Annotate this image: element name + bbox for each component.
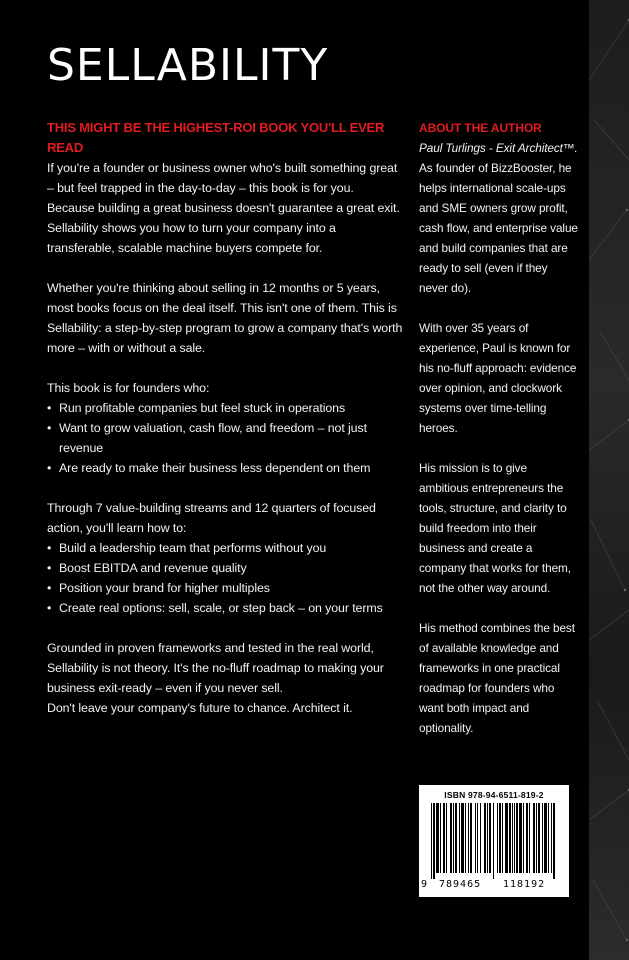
- barcode-bar: [516, 803, 518, 873]
- learn-list: [47, 538, 403, 618]
- list-item: • Want to grow valuation, cash flow, and freedom – not just revenue: [47, 418, 403, 458]
- author-bio-2: With over 35 years of experience, Paul is known for his no-fluff approach: evidence over opinion, and clockwork systems over time-telling heroes.: [419, 321, 577, 435]
- author-bio-3: His mission is to give ambitious entrepreneurs the tools, structure, and clarity to build freedom into their business and create a company that works for them, not the other way around.: [419, 461, 571, 595]
- barcode-bar: [536, 803, 537, 873]
- barcode-bar: [497, 803, 498, 873]
- barcode-bar: [514, 803, 515, 873]
- list-item: • Create real options: sell, scale, or step back – on your terms: [47, 598, 403, 618]
- barcode-bar: [538, 803, 540, 873]
- barcode-bar: [553, 803, 555, 879]
- barcode-bar: [526, 803, 528, 873]
- book-title: SELLABILITY: [47, 40, 329, 91]
- barcode-bar: [487, 803, 488, 873]
- author-heading: ABOUT THE AUTHOR: [419, 121, 542, 135]
- barcode-bar: [436, 803, 439, 873]
- barcode-bar: [459, 803, 460, 873]
- barcode-bar: [509, 803, 511, 873]
- barcode-bar: [461, 803, 464, 873]
- closing-paragraph: Grounded in proven frameworks and tested in the real world, Sellability is not theory. It's the no-fluff roadmap to making your business exit-ready – even if you never sell.: [47, 641, 384, 695]
- barcode-bar: [475, 803, 476, 873]
- barcode-bar: [544, 803, 547, 873]
- barcode-bar: [468, 803, 469, 873]
- barcode-digits-left: 789465: [439, 879, 482, 890]
- barcode-bar: [489, 803, 491, 873]
- barcode-bar: [465, 803, 466, 873]
- final-line: Don't leave your company's future to chance. Architect it.: [47, 701, 353, 715]
- barcode-bar: [551, 803, 552, 873]
- approach-paragraph: Whether you're thinking about selling in 12 months or 5 years, most books focus on the deal itself. This isn't one of them. This is Sellability: a step-by-step program to grow a company that's worth more – with or without a sale.: [47, 281, 403, 355]
- barcode-bar: [484, 803, 486, 873]
- barcode-bar: [512, 803, 513, 873]
- barcode-bar: [519, 803, 522, 873]
- isbn-label: ISBN 978-94-6511-819-2: [444, 790, 544, 800]
- list-item: • Are ready to make their business less dependent on them: [47, 458, 403, 478]
- author-bio-4: His method combines the best of available knowledge and frameworks in one practical roadmap for founders who want both impact and optionality.: [419, 621, 575, 735]
- barcode-digit-first: 9: [421, 879, 429, 890]
- founders-lead: This book is for founders who:: [47, 381, 210, 395]
- list-item: • Position your brand for higher multiples: [47, 578, 403, 598]
- blurb-column: [47, 118, 403, 718]
- barcode-bar: [533, 803, 535, 873]
- list-item: • Run profitable companies but feel stuck in operations: [47, 398, 403, 418]
- barcode-bar: [450, 803, 452, 873]
- barcode-bar: [499, 803, 501, 873]
- barcode-bar: [529, 803, 530, 873]
- barcode-bar: [493, 803, 494, 879]
- barcode-bar: [477, 803, 478, 873]
- barcode-bar: [480, 803, 481, 873]
- barcode-bar: [453, 803, 454, 873]
- barcode-bar: [446, 803, 447, 873]
- barcode-bar: [443, 803, 445, 873]
- barcode-bar: [431, 803, 432, 879]
- learn-lead: Through 7 value-building streams and 12 quarters of focused action, you'll learn how to:: [47, 501, 376, 535]
- barcode-bar: [455, 803, 457, 873]
- barcode-bar: [548, 803, 549, 873]
- barcode-bar: [523, 803, 524, 873]
- author-name: Paul Turlings - Exit Architect™.: [419, 141, 578, 155]
- tagline: THIS MIGHT BE THE HIGHEST-ROI BOOK YOU'LL EVER READ: [47, 120, 385, 155]
- barcode-bar: [440, 803, 441, 873]
- isbn-barcode: [419, 785, 569, 897]
- barcode-bar: [502, 803, 503, 873]
- barcode-digits-right: 118192: [503, 879, 546, 890]
- barcode-bar: [505, 803, 508, 873]
- author-bio-1: As founder of BizzBooster, he helps international scale-ups and SME owners grow profit, cash flow, and enterprise value and build companies that are ready to sell (even if they never do).: [419, 161, 578, 295]
- list-item: • Build a leadership team that performs without you: [47, 538, 403, 558]
- barcode-bar: [433, 803, 435, 879]
- barcode-bar: [470, 803, 472, 873]
- intro-paragraph: If you're a founder or business owner who's built something great – but feel trapped in the day-to-day – this book is for you. Because building a great business doesn't guarantee a great exit. Sellability shows you how to turn your company into a transferable, scalable machine buyers compete for.: [47, 161, 400, 255]
- spine-edge-texture: [589, 0, 629, 960]
- founders-list: [47, 398, 403, 478]
- network-lines-decoration: [589, 0, 629, 960]
- list-item: • Boost EBITDA and revenue quality: [47, 558, 403, 578]
- barcode-bars: [427, 803, 561, 879]
- author-column: [419, 118, 579, 758]
- barcode-bar: [542, 803, 543, 873]
